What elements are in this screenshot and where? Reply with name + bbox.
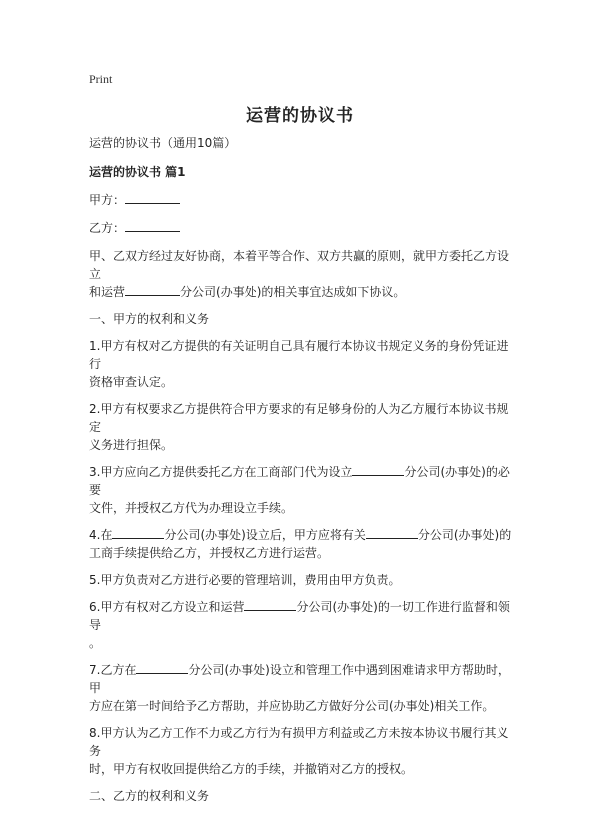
item-3-line1-post: 分公司(办事处)的必要 <box>89 465 510 497</box>
document-body <box>89 134 514 814</box>
party-a-blank <box>125 191 180 204</box>
party-b-label: 乙方： <box>89 221 126 235</box>
party-a-line <box>89 191 514 209</box>
item-4-line1-post: 分公司(办事处)的 <box>417 528 512 542</box>
intro-line2-pre: 和运营 <box>89 285 126 299</box>
item-4-line2: 工商手续提供给乙方，并授权乙方进行运营。 <box>89 546 330 560</box>
item-4-blank-1 <box>112 526 164 539</box>
item-8 <box>89 724 514 778</box>
item-1 <box>89 337 514 391</box>
party-a-label: 甲方： <box>89 193 126 207</box>
item-3 <box>89 463 514 517</box>
document-subtitle: 运营的协议书（通用10篇） <box>89 136 237 150</box>
item-1-line1: 1.甲方有权对乙方提供的有关证明自己具有履行本协议书规定义务的身份凭证进行 <box>89 339 509 371</box>
party-b-blank <box>125 219 180 232</box>
item-7-line1-post: 分公司(办事处)设立和管理工作中遇到困难请求甲方帮助时，甲 <box>89 663 510 695</box>
item-2-line1: 2.甲方有权要求乙方提供符合甲方要求的有足够身份的人为乙方履行本协议书规定 <box>89 402 509 434</box>
item-6-blank <box>244 598 296 611</box>
item-4-line1-pre: 4.在 <box>89 528 113 542</box>
intro-line2-post: 分公司(办事处)的相关事宜达成如下协议。 <box>180 285 406 299</box>
section-heading: 运营的协议书 篇1 <box>89 165 186 179</box>
item-4-line1-mid: 分公司(办事处)设立后，甲方应将有关 <box>164 528 366 542</box>
item-5: 5.甲方负责对乙方进行必要的管理培训，费用由甲方负责。 <box>89 573 401 587</box>
intro-line1: 甲、乙双方经过友好协商，本着平等合作、双方共赢的原则，就甲方委托乙方设立 <box>89 249 510 281</box>
item-7-line1-pre: 7.乙方在 <box>89 663 137 677</box>
item-8-line2: 时，甲方有权收回提供给乙方的手续，并撤销对乙方的授权。 <box>89 762 414 776</box>
section-2-heading: 二、乙方的权利和义务 <box>89 789 210 803</box>
item-2 <box>89 400 514 454</box>
item-7 <box>89 661 514 715</box>
section-1-heading: 一、甲方的权利和义务 <box>89 312 210 326</box>
item-4 <box>89 526 514 562</box>
item-3-line2: 文件，并授权乙方代为办理设立手续。 <box>89 501 294 515</box>
print-link[interactable]: Print <box>89 72 113 86</box>
item-3-line1-pre: 3.甲方应向乙方提供委托乙方在工商部门代为设立 <box>89 465 353 479</box>
item-6 <box>89 598 514 652</box>
party-b-line <box>89 219 514 237</box>
item-6-line1-pre: 6.甲方有权对乙方设立和运营 <box>89 600 245 614</box>
item-7-blank <box>136 661 188 674</box>
item-4-blank-2 <box>366 526 418 539</box>
item-6-line2: 。 <box>89 636 102 650</box>
intro-paragraph <box>89 247 514 301</box>
intro-blank <box>125 283 180 296</box>
document-title: 运营的协议书 <box>246 106 354 126</box>
item-6-line1-post: 分公司(办事处)的一切工作进行监督和领导 <box>89 600 510 632</box>
item-3-blank <box>352 463 404 476</box>
item-2-line2: 义务进行担保。 <box>89 438 174 452</box>
item-8-line1: 8.甲方认为乙方工作不力或乙方行为有损甲方利益或乙方未按本协议书履行其义务 <box>89 726 509 758</box>
item-7-line2: 方应在第一时间给予乙方帮助，并应协助乙方做好分公司(办事处)相关工作。 <box>89 699 495 713</box>
item-1-line2: 资格审查认定。 <box>89 375 174 389</box>
